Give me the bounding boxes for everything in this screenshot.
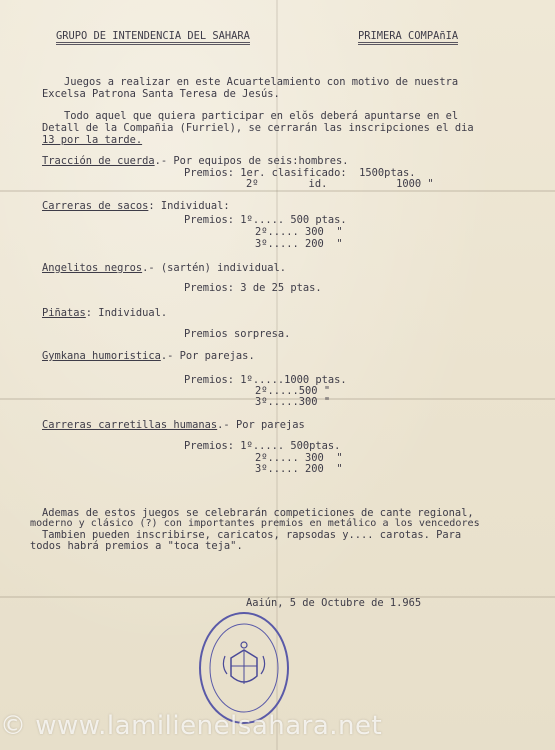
intro-line: Juegos a realizar en este Acuartelamiento con motivo de nuestra [64,76,459,88]
prize-line: Premios: 1º.....1000 ptas. [184,374,347,386]
event-desc: : Individual: [148,200,230,212]
event-desc: .- Por parejas. [160,350,255,362]
prize-line: 2º..... 300 " [255,452,343,464]
event-desc: .- Por parejas [217,419,305,431]
prize-line: 3º..... 200 " [255,238,343,250]
prize-line: 2º..... 300 " [255,226,343,238]
event-carreras [42,200,230,212]
event-title: Gymkana humoristica [42,350,161,362]
prize-line: Premios: 1º..... 500 ptas. [184,214,347,226]
closing-line: moderno y clásico (?) con importantes premios en metálico a los vencedores [30,518,480,529]
event-title: Angelitos negros [42,262,143,274]
date-line: Aaiún, 5 de Octubre de 1.965 [246,597,422,609]
event-title: Piñatas [42,307,86,319]
prize-line: 2º.....500 " [255,385,331,397]
intro-line: Excelsa Patrona Santa Teresa de Jesús. [42,88,280,100]
event-title: Tracción de cuerda [42,155,155,167]
header-unit: GRUPO DE INTENDENCIA DEL SAHARA [56,30,250,45]
event-pinatas [42,307,167,319]
event-desc: .- Por equipos de seis:hombres. [154,155,349,167]
event-angelitos [42,262,286,274]
official-seal [199,612,289,724]
prize-line: Premios: 1er. clasificado: 1500ptas. [184,167,416,179]
closing-line: Tambien pueden inscribirse, caricatos, rapsodas y.... carotas. Para [42,529,462,541]
closing-line: Ademas de estos juegos se celebrarán competiciones de cante regional, [42,507,474,519]
prize-line: Premios: 3 de 25 ptas. [184,282,322,294]
prize-line: 3º..... 200 " [255,463,343,475]
closing-line: todos habrá premios a "toca teja". [30,540,243,552]
prize-line: 3º.....300 " [255,396,331,408]
prize-line: Premios sorpresa. [184,328,291,340]
event-title: Carreras de sacos [42,200,149,212]
header-company: PRIMERA COMPAñIA [358,30,458,45]
event-traccion [42,155,349,167]
prize-line: Premios: 1º..... 500ptas. [184,440,341,452]
intro-line: Todo aquel que quiera participar en elŏs deberá apuntarse en el [64,110,459,122]
event-gymkana [42,350,255,362]
prize-line: 2º id. 1000 " [246,178,434,190]
intro-line: Detall de la Compañia (Furriel), se cerrarán las inscripciones el dia [42,122,474,134]
event-carretillas [42,419,305,431]
intro-line: 13 por la tarde. [42,134,143,146]
event-desc: .- (sartén) individual. [142,262,286,274]
event-desc: : Individual. [85,307,168,319]
event-title: Carreras carretillas humanas [42,419,218,431]
seal-emblem-icon [201,614,287,722]
watermark: © www.lamilienelsahara.net [0,711,383,741]
